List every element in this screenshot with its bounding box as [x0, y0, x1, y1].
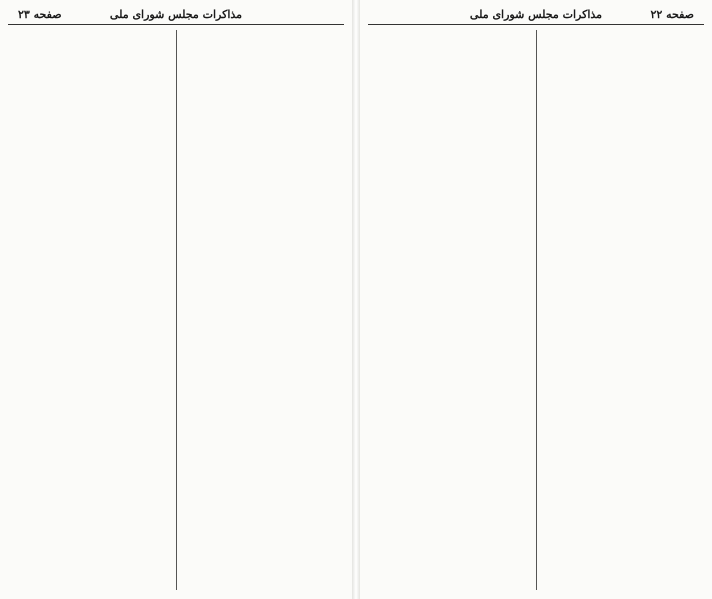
right-running-title: مذاکرات مجلس شورای ملی — [469, 8, 603, 21]
left-header-rule — [8, 24, 344, 25]
left-column-divider — [176, 30, 177, 590]
left-column-left — [8, 30, 168, 590]
right-page — [360, 0, 712, 599]
right-page-header — [368, 4, 704, 26]
book-gutter — [352, 0, 360, 599]
left-running-title: مذاکرات مجلس شورای ملی — [109, 8, 243, 21]
left-page-header — [8, 4, 344, 26]
left-column-right — [184, 30, 344, 590]
right-column-left — [368, 30, 528, 590]
right-column-divider — [536, 30, 537, 590]
right-column-right — [544, 30, 704, 590]
left-page — [0, 0, 352, 599]
right-header-rule — [368, 24, 704, 25]
right-page-number: صفحه ۲۲ — [650, 8, 694, 21]
left-page-number: صفحه ۲۳ — [18, 8, 62, 21]
